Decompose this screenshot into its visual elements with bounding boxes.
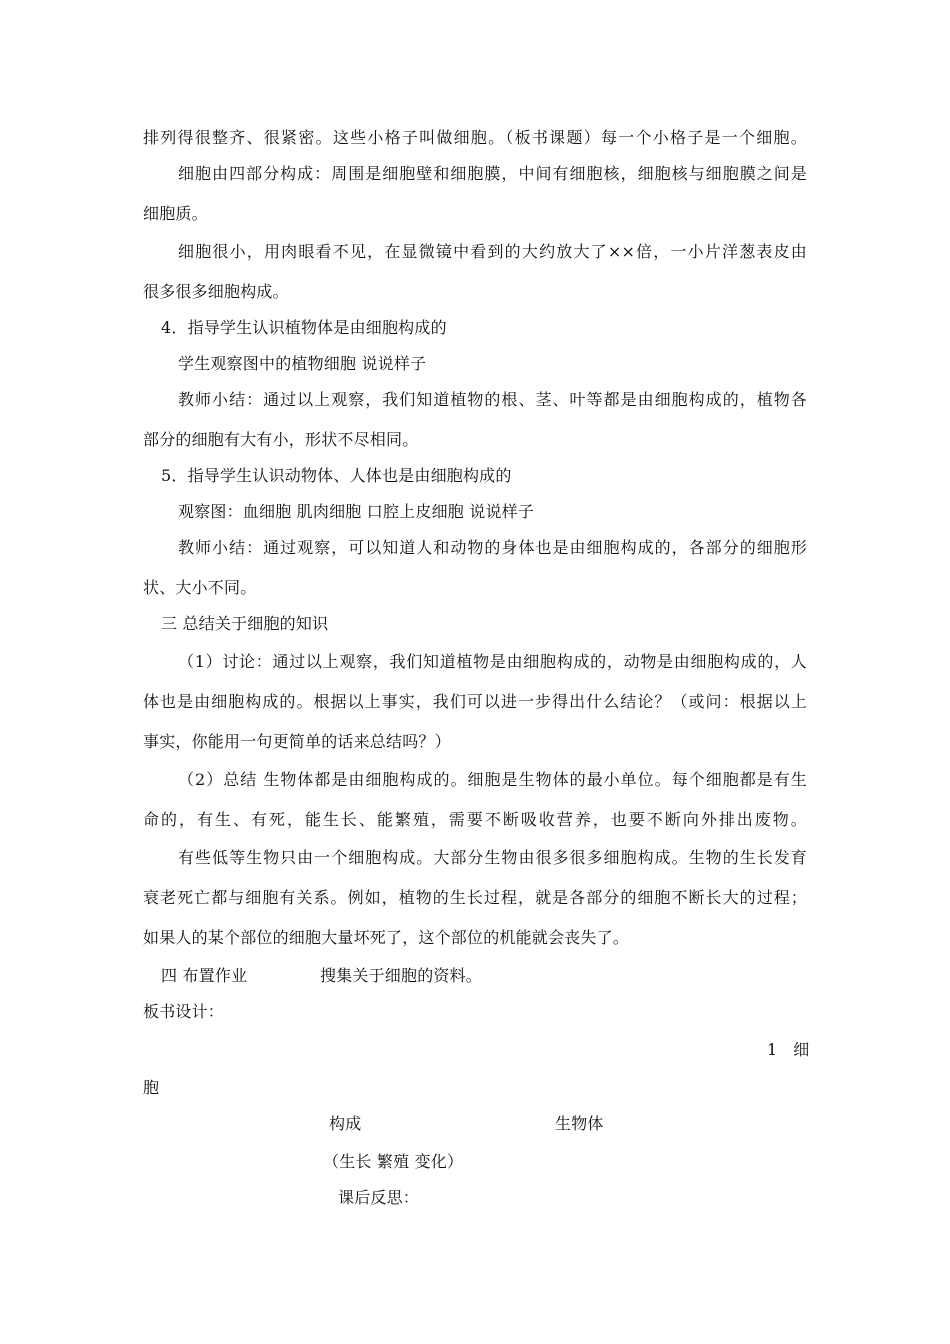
paragraph-line: 状、大小不同。 bbox=[143, 578, 257, 597]
paragraph-line: 很多很多细胞构成。 bbox=[143, 282, 289, 301]
board-design-label: 板书设计： bbox=[143, 1002, 225, 1021]
paragraph-line: 细胞质。 bbox=[143, 204, 208, 223]
paragraph-line: 细胞很小，用肉眼看不见，在显微镜中看到的大约放大了××倍，一小片洋葱表皮由 bbox=[178, 242, 807, 261]
section-heading: 5．指导学生认识动物体、人体也是由细胞构成的 bbox=[161, 466, 512, 485]
paragraph-line: 有些低等生物只由一个细胞构成。大部分生物由很多很多细胞构成。生物的生长发育 bbox=[178, 848, 807, 867]
section-heading: 四 布置作业 bbox=[161, 966, 248, 985]
board-title-part2: 胞 bbox=[143, 1078, 160, 1097]
paragraph-line: 教师小结：通过以上观察，我们知道植物的根、茎、叶等都是由细胞构成的，植物各 bbox=[178, 390, 807, 409]
board-title-part1: 1 细 bbox=[767, 1040, 810, 1059]
paragraph-line: 教师小结：通过观察，可以知道人和动物的身体也是由细胞构成的，各部分的细胞形 bbox=[178, 538, 807, 557]
paragraph-line: 观察图：血细胞 肌肉细胞 口腔上皮细胞 说说样子 bbox=[178, 502, 535, 521]
section-heading: 三 总结关于细胞的知识 bbox=[161, 614, 329, 633]
paragraph-line: 排列得很整齐、很紧密。这些小格子叫做细胞。（板书课题）每一个小格子是一个细胞。 bbox=[143, 128, 807, 147]
board-features: （生长 繁殖 变化） bbox=[323, 1152, 464, 1171]
paragraph-line: 如果人的某个部位的细胞大量坏死了，这个部位的机能就会丧失了。 bbox=[143, 928, 630, 947]
paragraph-line: 学生观察图中的植物细胞 说说样子 bbox=[178, 354, 427, 373]
paragraph-line: 事实，你能用一句更简单的话来总结吗？） bbox=[143, 732, 451, 751]
paragraph-line: 细胞由四部分构成：周围是细胞壁和细胞膜，中间有细胞核，细胞核与细胞膜之间是 bbox=[178, 164, 807, 183]
paragraph-line: 体也是由细胞构成的。根据以上事实，我们可以进一步得出什么结论？（或问：根据以上 bbox=[143, 692, 807, 711]
paragraph-line: （1）讨论：通过以上观察，我们知道植物是由细胞构成的，动物是由细胞构成的，人 bbox=[178, 652, 807, 671]
section-heading: 4．指导学生认识植物体是由细胞构成的 bbox=[161, 318, 447, 337]
paragraph-line: 部分的细胞有大有小，形状不尽相同。 bbox=[143, 430, 419, 449]
paragraph-line: 衰老死亡都与细胞有关系。例如，植物的生长过程，就是各部分的细胞不断长大的过程； bbox=[143, 888, 807, 907]
board-organism: 生物体 bbox=[555, 1114, 604, 1133]
paragraph-line: 命的，有生、有死，能生长、能繁殖，需要不断吸收营养，也要不断向外排出废物。 bbox=[143, 810, 807, 829]
reflection-label: 课后反思： bbox=[338, 1188, 420, 1207]
paragraph-line: （2）总结 生物体都是由细胞构成的。细胞是生物体的最小单位。每个细胞都是有生 bbox=[178, 770, 807, 789]
board-compose: 构成 bbox=[329, 1114, 362, 1133]
homework-task: 搜集关于细胞的资料。 bbox=[320, 966, 483, 985]
